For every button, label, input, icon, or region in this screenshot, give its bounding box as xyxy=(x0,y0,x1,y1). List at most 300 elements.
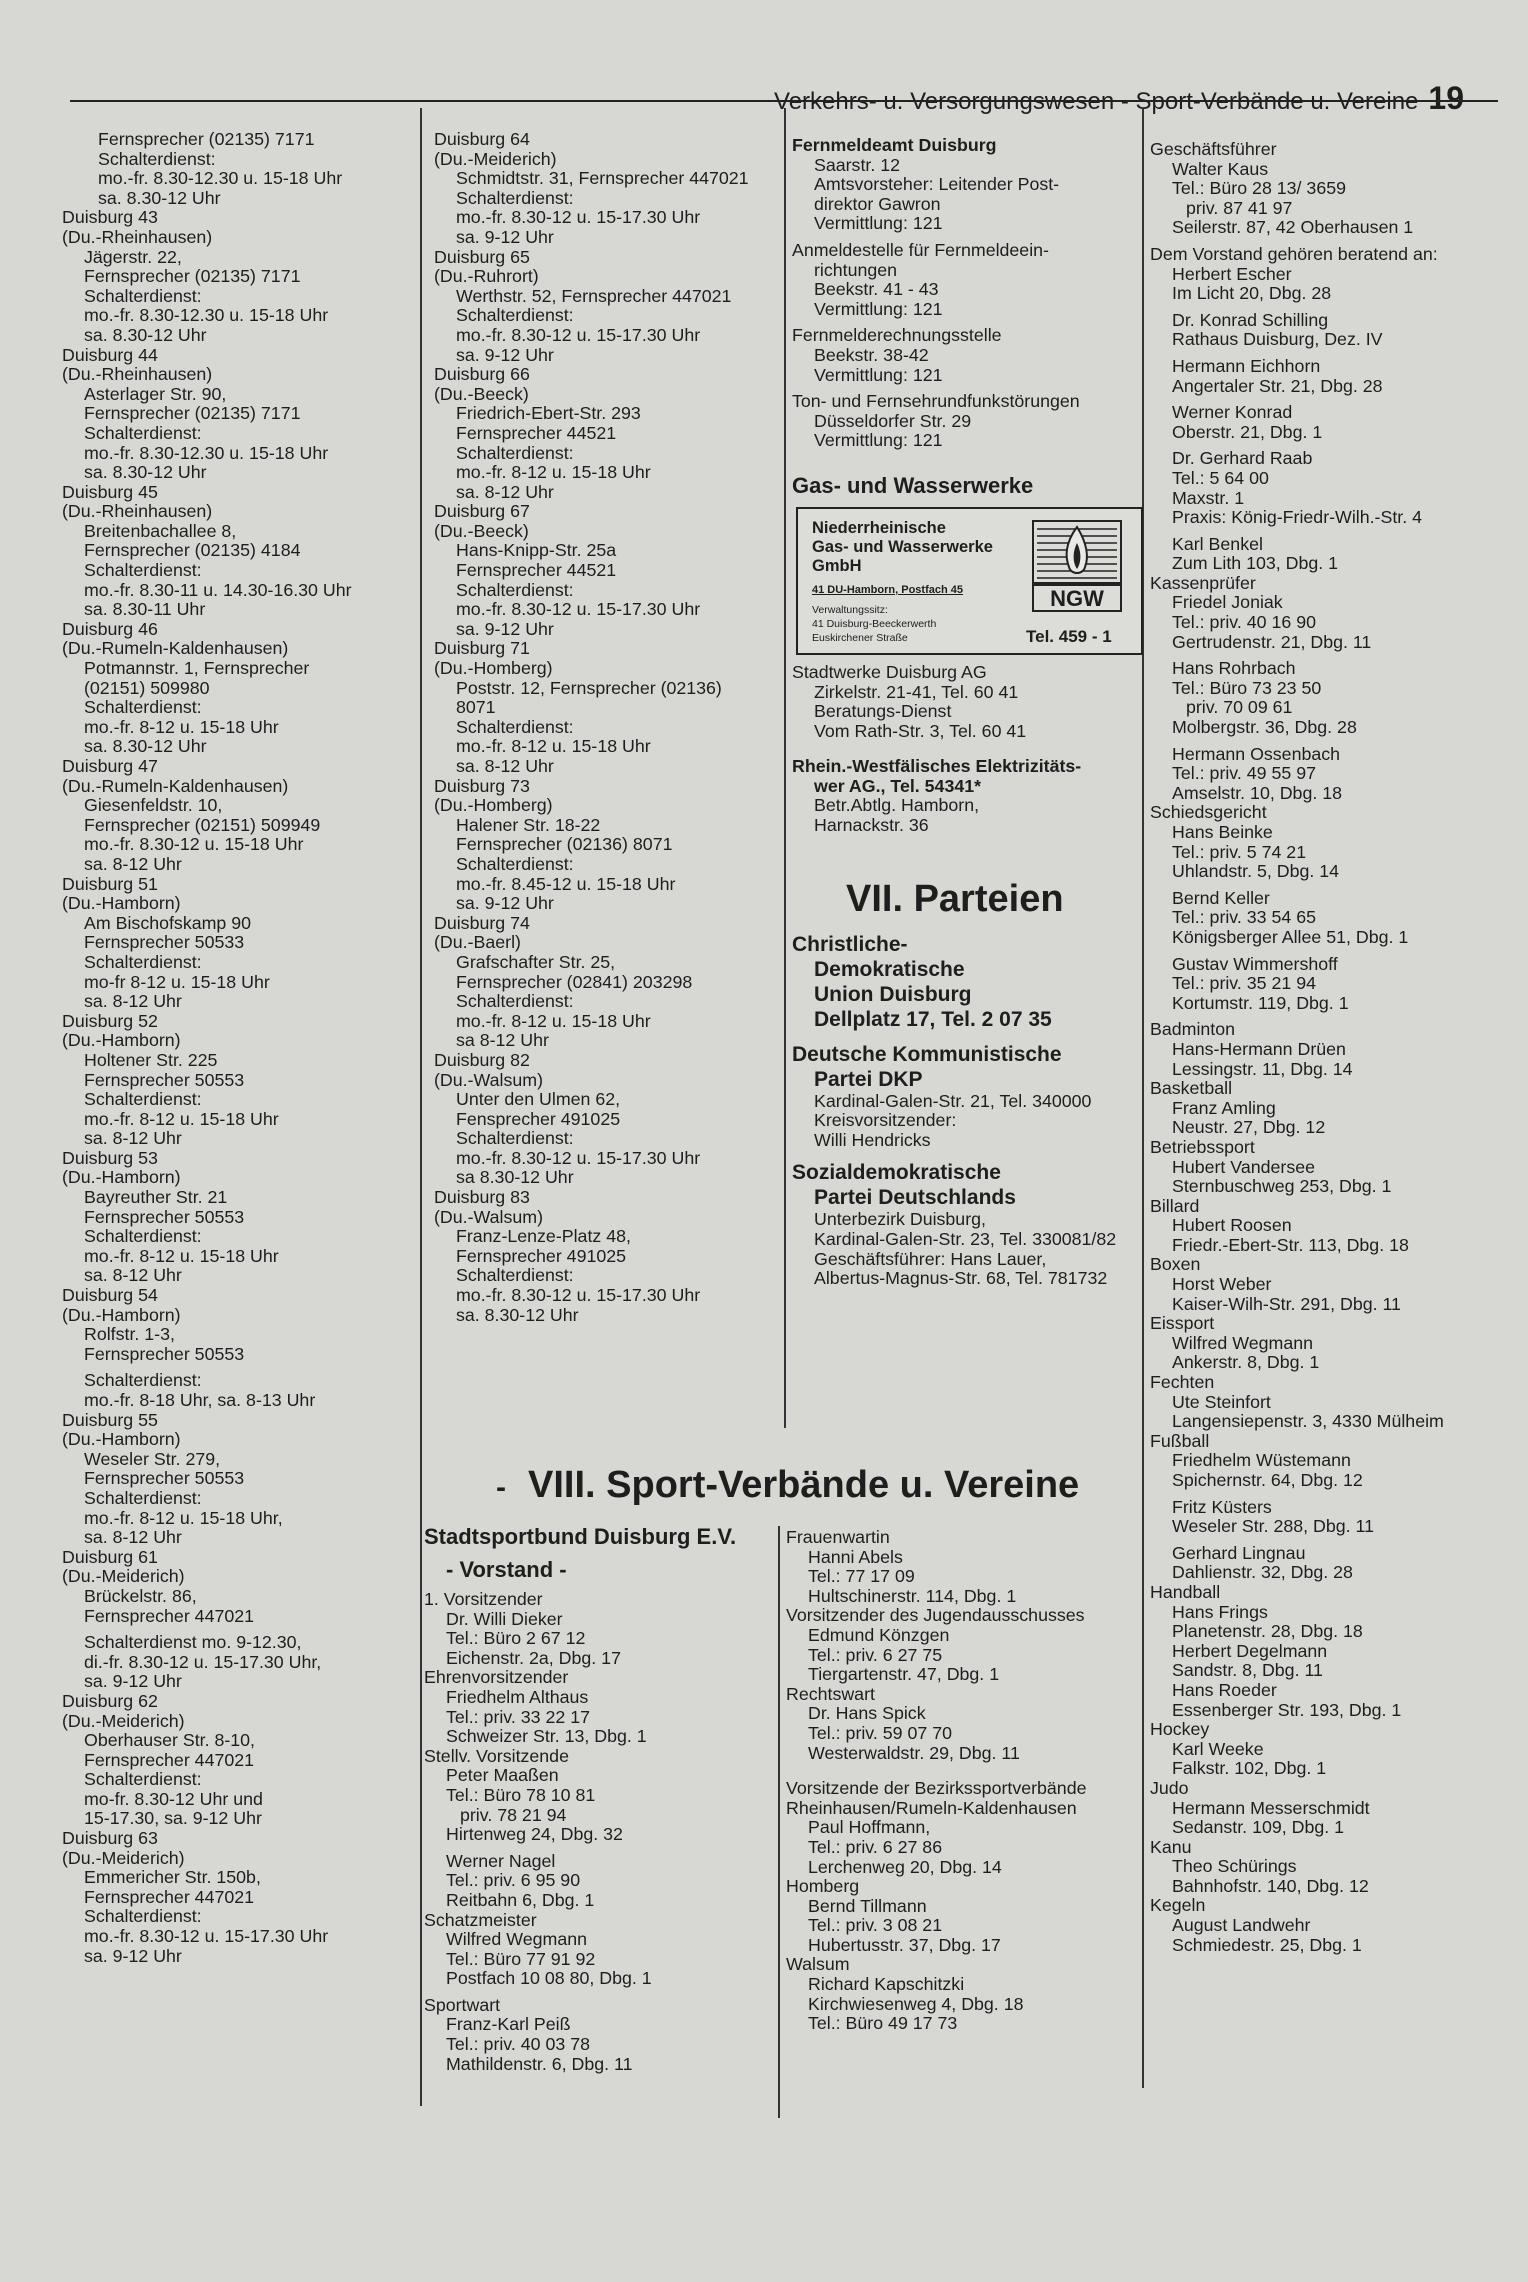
entry-line: Hans Frings xyxy=(1172,1601,1268,1622)
entry-line: Potmannstr. 1, Fernsprecher xyxy=(84,658,310,679)
entry-line: Schalterdienst: xyxy=(84,560,202,581)
entry-line: Tel.: priv. 33 22 17 xyxy=(446,1706,590,1727)
entry-line: Rathaus Duisburg, Dez. IV xyxy=(1172,329,1383,350)
entry-line: Tel.: priv. 33 54 65 xyxy=(1172,907,1316,928)
ad-name-line-3: GmbH xyxy=(812,556,862,575)
cdu-line-2: Demokratische xyxy=(814,957,965,981)
entry-line: (Du.-Rheinhausen) xyxy=(62,226,213,247)
column-post-offices-2 xyxy=(434,130,749,1325)
entry-line: Wilfred Wegmann xyxy=(446,1929,587,1950)
entry-line: Duisburg 46 xyxy=(62,618,158,639)
entry-line: Duisburg 65 xyxy=(434,246,530,267)
entry-line: Friedhelm Wüstemann xyxy=(1172,1450,1351,1471)
entry-line: Duisburg 63 xyxy=(62,1828,158,1849)
entry-line: Tel.: Büro 78 10 81 xyxy=(446,1784,596,1805)
gas-water-heading: Gas- und Wasserwerke xyxy=(792,472,1034,498)
entry-line: Duisburg 52 xyxy=(62,1010,158,1031)
entry-line: Tel.: priv. 6 95 90 xyxy=(446,1870,581,1891)
entry-line: Maxstr. 1 xyxy=(1172,487,1245,508)
entry-line: Schalterdienst: xyxy=(456,442,574,463)
entry-line: di.-fr. 8.30-12 u. 15-17.30 Uhr, xyxy=(84,1651,322,1672)
cdu-line-1: Christliche- xyxy=(792,932,908,956)
entry-line: mo.-fr. 8-12 u. 15-18 Uhr xyxy=(456,736,651,757)
ad-name-line-2: Gas- und Wasserwerke xyxy=(812,537,993,556)
entry-line: Billard xyxy=(1150,1195,1200,1216)
entry-line: Postfach 10 08 80, Dbg. 1 xyxy=(446,1968,652,1989)
entry-line: Kanu xyxy=(1150,1836,1192,1857)
entry-line: Schalterdienst: xyxy=(456,991,574,1012)
entry-line: Im Licht 20, Dbg. 28 xyxy=(1172,283,1332,304)
entry-line: Schalterdienst: xyxy=(456,1128,574,1149)
entry-line: Rheinhausen/Rumeln-Kaldenhausen xyxy=(786,1797,1077,1818)
entry-line: Fernsprecher 44521 xyxy=(456,560,617,581)
column-utilities xyxy=(792,136,1143,1289)
entry-line: Schalterdienst: xyxy=(84,285,202,306)
entry-line: Hermann Messerschmidt xyxy=(1172,1797,1370,1818)
dkp-line-1: Deutsche Kommunistische xyxy=(792,1042,1062,1066)
entry-line: Tel.: priv. 40 16 90 xyxy=(1172,612,1316,633)
entry-line: Schweizer Str. 13, Dbg. 1 xyxy=(446,1726,647,1747)
entry-line: (Du.-Meiderich) xyxy=(62,1566,185,1587)
entry-line: Gustav Wimmershoff xyxy=(1172,953,1338,974)
entry-line: sa. 8.30-12 Uhr xyxy=(456,1304,579,1325)
entry-line: Stadtsportbund Duisburg E.V. xyxy=(424,1524,737,1549)
entry-line: Edmund Könzgen xyxy=(808,1624,950,1645)
column-divider-1 xyxy=(420,108,422,2106)
entry-line: Schalterdienst: xyxy=(456,187,574,208)
entry-line: mo.-fr. 8.30-12.30 u. 15-18 Uhr xyxy=(84,305,329,326)
party-spd xyxy=(792,1160,1143,1288)
entry-line: mo.-fr. 8.30-12 u. 15-18 Uhr xyxy=(84,834,304,855)
entry-line: Schalterdienst: xyxy=(84,1226,202,1247)
entry-line: Am Bischofskamp 90 xyxy=(84,912,252,933)
entry-line: Ute Steinfort xyxy=(1172,1391,1271,1412)
entry-line: 1. Vorsitzender xyxy=(424,1589,543,1609)
entry-line: mo.-fr. 8-18 Uhr, sa. 8-13 Uhr xyxy=(84,1390,316,1410)
entry-line: Boxen xyxy=(1150,1254,1201,1275)
entry-line: Betriebssport xyxy=(1150,1136,1255,1157)
entry-line: Judo xyxy=(1150,1777,1189,1798)
entry-line: Kaiser-Wilh-Str. 291, Dbg. 11 xyxy=(1172,1293,1401,1314)
entry-line: Tel.: 5 64 00 xyxy=(1172,467,1269,488)
entry-line: Bayreuther Str. 21 xyxy=(84,1187,228,1208)
ad-telephone: Tel. 459 - 1 xyxy=(1026,626,1112,646)
entry-line: mo-fr 8-12 u. 15-18 Uhr xyxy=(84,971,270,992)
entry-line: priv. 70 09 61 xyxy=(1186,697,1293,718)
entry-line: (Du.-Walsum) xyxy=(434,1206,543,1227)
entry-line: sa. 9-12 Uhr xyxy=(84,1671,182,1692)
entry-line: Fernsprecher (02135) 7171 xyxy=(84,266,301,287)
entry-line: mo.-fr. 8-12 u. 15-18 Uhr xyxy=(84,716,279,737)
entry-line: mo.-fr. 8.30-11 u. 14.30-16.30 Uhr xyxy=(84,579,352,600)
header-rule xyxy=(70,100,1498,102)
entry-line: Fernsprecher 44521 xyxy=(456,422,617,443)
entry-line: mo.-fr. 8.30-12 u. 15-17.30 Uhr xyxy=(456,324,701,345)
entry-line: Rolfstr. 1-3, xyxy=(84,1324,175,1345)
dkp-line-2: Partei DKP xyxy=(814,1067,923,1091)
entry-line: Spichernstr. 64, Dbg. 12 xyxy=(1172,1470,1363,1490)
entry-line: richtungen xyxy=(814,259,898,280)
entry-line: mo.-fr. 8.30-12.30 u. 15-18 Uhr xyxy=(98,168,343,189)
entry-line: Tel.: priv. 5 74 21 xyxy=(1172,841,1307,862)
entry-line: Frauenwartin xyxy=(786,1527,890,1547)
entry-line: Betr.Abtlg. Hamborn, xyxy=(814,795,980,816)
entry-line: Duisburg 73 xyxy=(434,775,530,796)
entry-line: Fernsprecher 447021 xyxy=(84,1749,255,1770)
ad-logo-text: NGW xyxy=(1050,585,1104,611)
entry-line: Bernd Keller xyxy=(1172,887,1270,908)
entry-line: Rechtswart xyxy=(786,1683,875,1704)
entry-line: Ton- und Fernsehrundfunkstörungen xyxy=(792,391,1080,412)
entry-line: Tel.: Büro 2 67 12 xyxy=(446,1628,586,1649)
entry-line: Vorsitzende der Bezirkssportverbände xyxy=(786,1778,1087,1799)
entry-line: Handball xyxy=(1150,1581,1221,1602)
entry-line: Dr. Gerhard Raab xyxy=(1172,448,1313,469)
entry-line: Amselstr. 10, Dbg. 18 xyxy=(1172,782,1342,803)
spd-line-3: Unterbezirk Duisburg, xyxy=(814,1209,986,1230)
entry-line: Badminton xyxy=(1150,1019,1236,1040)
section-viii-dash: - xyxy=(496,1471,506,1504)
entry-line: Brückelstr. 86, xyxy=(84,1585,197,1606)
entry-line: Tel.: Büro 49 17 73 xyxy=(808,2013,958,2034)
entry-line: Fechten xyxy=(1150,1372,1215,1393)
entry-line: priv. 78 21 94 xyxy=(460,1804,567,1825)
entry-line: priv. 87 41 97 xyxy=(1186,197,1293,218)
entry-line: Poststr. 12, Fernsprecher (02136) xyxy=(456,677,722,698)
entry-line: Praxis: König-Friedr-Wilh.-Str. 4 xyxy=(1172,507,1422,528)
entry-line: mo.-fr. 8-12 u. 15-18 Uhr xyxy=(456,1010,651,1031)
entry-line: Angertaler Str. 21, Dbg. 28 xyxy=(1172,375,1383,396)
entry-line: Königsberger Allee 51, Dbg. 1 xyxy=(1172,926,1409,947)
entry-line: Weseler Str. 288, Dbg. 11 xyxy=(1172,1516,1374,1537)
column-sport-board xyxy=(424,1524,736,2074)
entry-line: Fernsprecher (02151) 509949 xyxy=(84,814,321,835)
entry-line: (Du.-Rumeln-Kaldenhausen) xyxy=(62,638,289,659)
entry-line: sa 8.30-12 Uhr xyxy=(456,1167,574,1188)
entry-line: Oberhauser Str. 8-10, xyxy=(84,1730,255,1751)
entry-line: Duisburg 45 xyxy=(62,481,158,502)
entry-line: Falkstr. 102, Dbg. 1 xyxy=(1172,1758,1327,1779)
entry-line: Hirtenweg 24, Dbg. 32 xyxy=(446,1824,623,1845)
entry-line: Kegeln xyxy=(1150,1895,1206,1916)
entry-line: Schalterdienst: xyxy=(456,1265,574,1286)
entry-line: (Du.-Rheinhausen) xyxy=(62,364,213,385)
entry-line: Vermittlung: 121 xyxy=(814,364,943,385)
entry-line: Kassenprüfer xyxy=(1150,572,1256,593)
entry-line: mo.-fr. 8-12 u. 15-18 Uhr, xyxy=(84,1507,283,1528)
entry-line: Saarstr. 12 xyxy=(814,154,900,175)
entry-line: Hermann Ossenbach xyxy=(1172,743,1341,764)
column-divider-sport xyxy=(778,1526,780,2118)
entry-line: Eissport xyxy=(1150,1313,1215,1334)
entry-line: Herbert Degelmann xyxy=(1172,1640,1328,1661)
entry-line: Breitenbachallee 8, xyxy=(84,520,237,541)
entry-line: Duisburg 55 xyxy=(62,1409,158,1430)
entry-line: Molbergstr. 36, Dbg. 28 xyxy=(1172,717,1357,738)
entry-line: Gerhard Lingnau xyxy=(1172,1542,1306,1563)
entry-line: Schatzmeister xyxy=(424,1909,537,1930)
entry-line: mo-fr. 8.30-12 Uhr und xyxy=(84,1788,263,1809)
entry-line: Stadtwerke Duisburg AG xyxy=(792,661,987,682)
entry-line: Franz Amling xyxy=(1172,1097,1276,1118)
entry-line: Hanni Abels xyxy=(808,1546,903,1567)
entry-line: Vermittlung: 121 xyxy=(814,298,943,319)
entry-line: Reitbahn 6, Dbg. 1 xyxy=(446,1889,595,1910)
entry-line: Schalterdienst: xyxy=(84,1769,202,1790)
entry-line: Wilfred Wegmann xyxy=(1172,1332,1313,1353)
entry-line: Oberstr. 21, Dbg. 1 xyxy=(1172,421,1323,442)
entry-line: Tel.: priv. 6 27 75 xyxy=(808,1644,943,1665)
entry-line: August Landwehr xyxy=(1172,1915,1311,1936)
column-sport-officials xyxy=(1150,140,1444,1955)
entry-line: Werthstr. 52, Fernsprecher 447021 xyxy=(456,285,732,306)
entry-line: Werner Konrad xyxy=(1172,402,1293,423)
entry-line: Unter den Ulmen 62, xyxy=(456,1089,621,1110)
spd-line-2: Partei Deutschlands xyxy=(814,1186,1016,1210)
entry-line: Fernmelderechnungsstelle xyxy=(792,325,1002,346)
entry-line: - Vorstand - xyxy=(446,1557,567,1582)
entry-line: Dem Vorstand gehören beratend an: xyxy=(1150,243,1438,264)
entry-line: Basketball xyxy=(1150,1078,1233,1099)
entry-line: Fußball xyxy=(1150,1430,1210,1451)
ad-seat-line-2: Euskirchener Straße xyxy=(812,631,908,644)
entry-line: Schalterdienst: xyxy=(456,853,574,874)
entry-line: Amtsvorsteher: Leitender Post- xyxy=(814,174,1060,195)
entry-line: direktor Gawron xyxy=(814,193,941,214)
entry-line: Hans Beinke xyxy=(1172,822,1273,842)
entry-line: (Du.-Meiderich) xyxy=(62,1847,185,1868)
entry-line: Hans Roeder xyxy=(1172,1679,1277,1700)
entry-line: Fernsprecher 50533 xyxy=(84,932,245,953)
entry-line: Harnackstr. 36 xyxy=(814,815,929,836)
utilities-block xyxy=(792,663,1143,836)
entry-line: Bahnhofstr. 140, Dbg. 12 xyxy=(1172,1875,1369,1896)
entry-line: Schiedsgericht xyxy=(1150,802,1267,823)
entry-line: sa. 8.30-12 Uhr xyxy=(84,462,207,483)
entry-line: Friedel Joniak xyxy=(1172,592,1283,613)
entry-line: Herbert Escher xyxy=(1172,263,1292,284)
entry-line: Tel.: priv. 40 03 78 xyxy=(446,2034,590,2055)
entry-line: Lerchenweg 20, Dbg. 14 xyxy=(808,1856,1002,1877)
entry-line: 8071 xyxy=(456,697,496,718)
entry-line: Hockey xyxy=(1150,1719,1210,1740)
entry-line: Sportwart xyxy=(424,1994,501,2015)
entry-line: Duisburg 62 xyxy=(62,1690,158,1711)
entry-line: Langensiepenstr. 3, 4330 Mülheim xyxy=(1172,1411,1444,1432)
entry-line: Duisburg 67 xyxy=(434,501,530,522)
entry-line: Geschäftsführer xyxy=(1150,139,1277,159)
entry-line: Fernsprecher (02135) 4184 xyxy=(84,540,301,561)
entry-line: (Du.-Homberg) xyxy=(434,795,553,816)
entry-line: Fernsprecher 447021 xyxy=(84,1605,255,1626)
entry-line: Vom Rath-Str. 3, Tel. 60 41 xyxy=(814,720,1027,741)
entry-line: Fernsprecher 50553 xyxy=(84,1468,245,1489)
entry-line: Duisburg 54 xyxy=(62,1285,158,1306)
entry-line: Tel.: priv. 3 08 21 xyxy=(808,1915,943,1936)
entry-line: Duisburg 53 xyxy=(62,1147,158,1168)
entry-line: Sternbuschweg 253, Dbg. 1 xyxy=(1172,1176,1392,1197)
entry-line: Hubertusstr. 37, Dbg. 17 xyxy=(808,1934,1001,1955)
entry-line: Duisburg 64 xyxy=(434,129,530,149)
entry-line: Fritz Küsters xyxy=(1172,1496,1272,1517)
entry-line: Schalterdienst: xyxy=(84,1487,202,1508)
entry-line: Fernsprecher (02135) 7171 xyxy=(84,403,301,424)
entry-line: (Du.-Beeck) xyxy=(434,383,529,404)
entry-line: Beekstr. 38-42 xyxy=(814,344,929,365)
entry-line: Dr. Konrad Schilling xyxy=(1172,309,1329,330)
entry-line: Tel.: Büro 28 13/ 3659 xyxy=(1172,178,1346,199)
entry-line: sa. 9-12 Uhr xyxy=(456,226,554,247)
entry-line: (Du.-Hamborn) xyxy=(62,893,181,914)
entry-line: sa. 8.30-12 Uhr xyxy=(84,736,207,757)
entry-line: Tel.: priv. 35 21 94 xyxy=(1172,973,1316,994)
entry-line: sa. 8-12 Uhr xyxy=(84,991,182,1012)
entry-line: sa. 9-12 Uhr xyxy=(456,344,554,365)
ad-address: 41 DU-Hamborn, Postfach 45 xyxy=(812,583,963,596)
entry-line: Fernsprecher 491025 xyxy=(456,1245,627,1266)
entry-line: Zirkelstr. 21-41, Tel. 60 41 xyxy=(814,681,1019,702)
entry-line: Schalterdienst mo. 9-12.30, xyxy=(84,1632,302,1653)
entry-line: (Du.-Meiderich) xyxy=(62,1710,185,1731)
entry-line: Tel.: 77 17 09 xyxy=(808,1566,915,1587)
entry-line: Seilerstr. 87, 42 Oberhausen 1 xyxy=(1172,217,1414,238)
entry-line: Schalterdienst: xyxy=(84,1370,202,1391)
entry-line: Schalterdienst: xyxy=(456,716,574,737)
entry-line: Sandstr. 8, Dbg. 11 xyxy=(1172,1660,1323,1681)
entry-line: Duisburg 74 xyxy=(434,912,530,933)
entry-line: (Du.-Hamborn) xyxy=(62,1030,181,1051)
entry-line: Halener Str. 18-22 xyxy=(456,814,601,835)
entry-line: Hubert Roosen xyxy=(1172,1215,1292,1236)
entry-line: 15-17.30, sa. 9-12 Uhr xyxy=(84,1808,262,1829)
ad-name-line-1: Niederrheinische xyxy=(812,518,946,537)
entry-line: Walter Kaus xyxy=(1172,158,1269,179)
entry-line: Anmeldestelle für Fernmeldeein- xyxy=(792,239,1049,260)
entry-line: sa. 9-12 Uhr xyxy=(84,1945,182,1966)
party-dkp xyxy=(792,1042,1143,1151)
cdu-line-4: Dellplatz 17, Tel. 2 07 35 xyxy=(814,1007,1052,1031)
advertisement-ngw xyxy=(796,507,1143,655)
entry-line: Schalterdienst: xyxy=(84,1089,202,1110)
entry-line: Uhlandstr. 5, Dbg. 14 xyxy=(1172,861,1340,882)
telecom-block xyxy=(792,136,1143,451)
entry-line: Schalterdienst: xyxy=(98,148,216,169)
entry-line: Duisburg 47 xyxy=(62,756,158,776)
spd-line-1: Sozialdemokratische xyxy=(792,1161,1001,1185)
entry-line: (Du.-Homberg) xyxy=(434,658,553,679)
entry-line: Asterlager Str. 90, xyxy=(84,383,227,404)
dkp-line-3: Kardinal-Galen-Str. 21, Tel. 340000 xyxy=(814,1090,1092,1111)
entry-line: Tel.: Büro 77 91 92 xyxy=(446,1948,596,1969)
entry-line: Horst Weber xyxy=(1172,1274,1272,1295)
entry-line: Friedhelm Althaus xyxy=(446,1686,589,1707)
entry-line: mo.-fr. 8.30-12 u. 15-17.30 Uhr xyxy=(84,1926,329,1947)
entry-line: (02151) 509980 xyxy=(84,677,210,698)
entry-line: Schmiedestr. 25, Dbg. 1 xyxy=(1172,1934,1362,1955)
entry-line: mo.-fr. 8-12 u. 15-18 Uhr xyxy=(456,462,651,483)
entry-line: (Du.-Rumeln-Kaldenhausen) xyxy=(62,775,289,796)
entry-line: Giesenfeldstr. 10, xyxy=(84,795,223,816)
running-title: Verkehrs- u. Versorgungswesen - Sport-Verbände u. Vereine xyxy=(774,88,1419,115)
entry-line: (Du.-Ruhrort) xyxy=(434,266,539,287)
entry-line: (Du.-Hamborn) xyxy=(62,1304,181,1325)
ad-seat xyxy=(812,603,936,645)
entry-line: Fensprecher 491025 xyxy=(456,1108,621,1129)
entry-line: Ehrenvorsitzender xyxy=(424,1667,569,1688)
entry-line: Rhein.-Westfälisches Elektrizitäts- xyxy=(792,756,1082,777)
entry-line: Lessingstr. 11, Dbg. 14 xyxy=(1172,1058,1353,1079)
entry-line: Holtener Str. 225 xyxy=(84,1049,218,1070)
entry-line: Vermittlung: 121 xyxy=(814,213,943,234)
entry-line: Sedanstr. 109, Dbg. 1 xyxy=(1172,1817,1345,1838)
entry-line: Walsum xyxy=(786,1954,850,1975)
entry-line: Homberg xyxy=(786,1876,860,1897)
entry-line: Duisburg 82 xyxy=(434,1049,530,1070)
entry-line: Kirchwiesenweg 4, Dbg. 18 xyxy=(808,1993,1024,2014)
entry-line: Karl Benkel xyxy=(1172,533,1263,554)
entry-line: wer AG., Tel. 54341* xyxy=(814,775,982,796)
entry-line: Tiergartenstr. 47, Dbg. 1 xyxy=(808,1664,1000,1685)
entry-line: Werner Nagel xyxy=(446,1850,556,1871)
entry-line: sa. 9-12 Uhr xyxy=(456,893,554,914)
entry-line: Duisburg 83 xyxy=(434,1187,530,1208)
entry-line: Schalterdienst: xyxy=(84,422,202,443)
entry-line: Dr. Willi Dieker xyxy=(446,1608,563,1629)
entry-line: Vermittlung: 121 xyxy=(814,430,943,451)
entry-line: Fernsprecher 50553 xyxy=(84,1206,245,1227)
cdu-line-3: Union Duisburg xyxy=(814,982,972,1006)
entry-line: Franz-Lenze-Platz 48, xyxy=(456,1226,631,1247)
entry-line: Tel.: priv. 59 07 70 xyxy=(808,1722,952,1743)
column-divider-2 xyxy=(784,108,786,1428)
entry-line: Weseler Str. 279, xyxy=(84,1448,221,1469)
running-head xyxy=(774,80,1464,117)
entry-line: Grafschafter Str. 25, xyxy=(456,951,616,972)
section-viii-title: VIII. Sport-Verbände u. Vereine xyxy=(528,1464,1080,1506)
entry-line: Westerwaldstr. 29, Dbg. 11 xyxy=(808,1742,1020,1763)
entry-line: Dahlienstr. 32, Dbg. 28 xyxy=(1172,1562,1353,1583)
entry-line: Schalterdienst: xyxy=(456,305,574,326)
entry-line: Emmericher Str. 150b, xyxy=(84,1867,261,1888)
section-viii-heading xyxy=(496,1462,1079,1511)
column-post-offices-1 xyxy=(62,130,352,1966)
entry-line: Duisburg 66 xyxy=(434,364,530,385)
entry-line: Tel.: priv. 6 27 86 xyxy=(808,1836,943,1857)
entry-line: Essenberger Str. 193, Dbg. 1 xyxy=(1172,1699,1402,1720)
entry-line: Duisburg 44 xyxy=(62,344,158,365)
entry-line: Eichenstr. 2a, Dbg. 17 xyxy=(446,1647,621,1668)
spd-line-5: Geschäftsführer: Hans Lauer, xyxy=(814,1248,1047,1269)
entry-line: (Du.-Beeck) xyxy=(434,520,529,541)
entry-line: (Du.-Walsum) xyxy=(434,1069,543,1090)
entry-line: mo.-fr. 8-12 u. 15-18 Uhr xyxy=(84,1245,279,1266)
entry-line: Duisburg 51 xyxy=(62,873,158,894)
entry-line: Tel.: Büro 73 23 50 xyxy=(1172,677,1322,698)
entry-line: Hermann Eichhorn xyxy=(1172,355,1321,376)
entry-line: Fernsprecher (02135) 7171 xyxy=(98,129,315,149)
entry-line: Hans Rohrbach xyxy=(1172,658,1296,679)
entry-line: Fernsprecher 50553 xyxy=(84,1069,245,1090)
entry-line: Schmidtstr. 31, Fernsprecher 447021 xyxy=(456,168,749,189)
entry-line: (Du.-Hamborn) xyxy=(62,1429,181,1450)
entry-line: Friedrich-Ebert-Str. 293 xyxy=(456,403,641,424)
entry-line: Schalterdienst: xyxy=(84,697,202,718)
entry-line: sa. 8-12 Uhr xyxy=(84,1265,182,1286)
ad-seat-label: Verwaltungssitz: xyxy=(812,603,888,616)
entry-line: mo.-fr. 8.30-12 u. 15-17.30 Uhr xyxy=(456,599,701,620)
entry-line: sa. 8-12 Uhr xyxy=(84,1527,182,1548)
entry-line: Planetenstr. 28, Dbg. 18 xyxy=(1172,1621,1363,1642)
